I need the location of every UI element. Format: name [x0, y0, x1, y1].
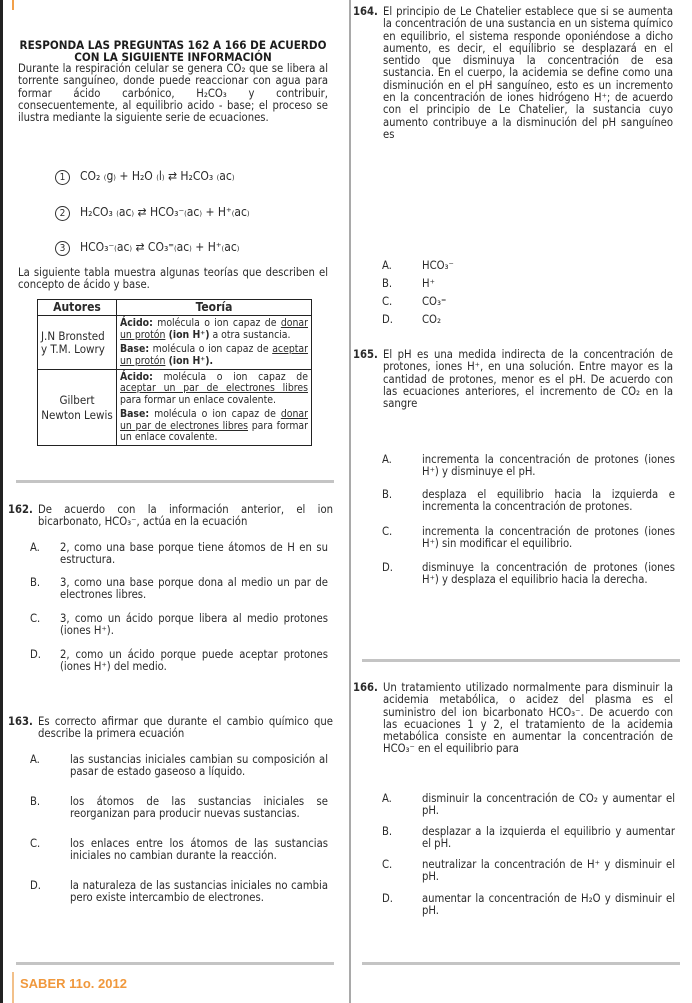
question-166: 166. Un tratamiento utilizado normalmente para disminuir la acidemia metabólica, o acidez del plasma es el suministro del ion bicarbonato HCO₃⁻. De acuerdo con las ecuaciones 1 y 2, el tratamiento de la acidemia metabólica consiste en aumentar la concentración de HCO₃⁻ en el equilibrio para: [353, 681, 673, 756]
separator: [16, 480, 334, 483]
page-edge: [0, 0, 3, 1003]
question-163: 163. Es correcto afirmar que durante el cambio químico que describe la primera ecuación: [8, 715, 333, 741]
intro-paragraph: Durante la respiración celular se genera CO₂ que se libera al torrente sanguíneo, donde puede reaccionar con agua para formar ácido carbónico, H₂CO₃ y contribuir, consecuentemente, al equilibrio acido - base; el proceso se ilustra mediante la siguiente serie de ecuaciones.: [18, 62, 328, 125]
top-mark: [12, 0, 14, 10]
table-row: [38, 316, 312, 370]
column-divider: [349, 0, 351, 1003]
separator: [362, 659, 680, 662]
separator: [16, 962, 334, 965]
equation-3: 3 HCO₃⁻₍ac₎ ⇄ CO₃⁼₍ac₎ + H⁺₍ac₎: [55, 241, 239, 256]
equation-2: 2 H₂CO₃ ₍ac₎ ⇄ HCO₃⁻₍ac₎ + H⁺₍ac₎: [55, 206, 250, 221]
table-intro: La siguiente tabla muestra algunas teorías que describen el concepto de ácido y base.: [18, 266, 328, 292]
theory-cell: Ácido: molécula o ion capaz de aceptar un par de electrones libres para formar un enlace covalente. Base: molécula o ion capaz de donar un par de electrones libres para formar un enlace covalente.: [117, 370, 312, 446]
footer-bar: [12, 972, 14, 1003]
question-164: 164. El principio de Le Chatelier establece que si se aumenta la concentración de una sustancia en un sistema químico en equilibrio, el sistema responde oponiéndose a dicho aumento, es decir, el equilibrio se desplazará en el sentido que disminuya la concentración de esa sustancia. En el cuerpo, la acidemia se define como una disminución en el pH sanguíneo, esto es un incremento en la concentración de iones hidrógeno H⁺; de acuerdo con el principio de Le Chatelier, la sustancia cuyo aumento contribuye a la disminución del pH sanguíneo es: [353, 5, 673, 141]
author-cell: J.N Bronsted y T.M. Lowry: [38, 316, 117, 370]
question-165: 165. El pH es una medida indirecta de la concentración de protones, iones H⁺, en una solución. Entre mayor es la cantidad de protones, menor es el pH. De acuerdo con las ecuaciones anteriores, el incremento de CO₂ en la sangre: [353, 348, 673, 411]
section-header: RESPONDA LAS PREGUNTAS 162 A 166 DE ACUERDO CON LA SIGUIENTE INFORMACIÓN: [19, 38, 327, 65]
col-authors: Autores: [38, 300, 117, 316]
theories-table: [37, 299, 312, 446]
author-cell: Gilbert Newton Lewis: [38, 370, 117, 446]
question-162: 162. De acuerdo con la información anterior, el ion bicarbonato, HCO₃⁻, actúa en la ecuación: [8, 503, 333, 529]
equation-1: 1 CO₂ ₍g₎ + H₂O ₍l₎ ⇄ H₂CO₃ ₍ac₎: [55, 170, 235, 185]
footer-source: SABER 11o. 2012: [20, 976, 127, 991]
col-theory: Teoría: [117, 300, 312, 316]
table-row: [38, 370, 312, 446]
separator: [362, 962, 680, 965]
theory-cell: Ácido: molécula o ion capaz de donar un protón (ion H⁺) a otra sustancia. Base: molécula o ion capaz de aceptar un protón (ion H⁺).: [117, 316, 312, 370]
